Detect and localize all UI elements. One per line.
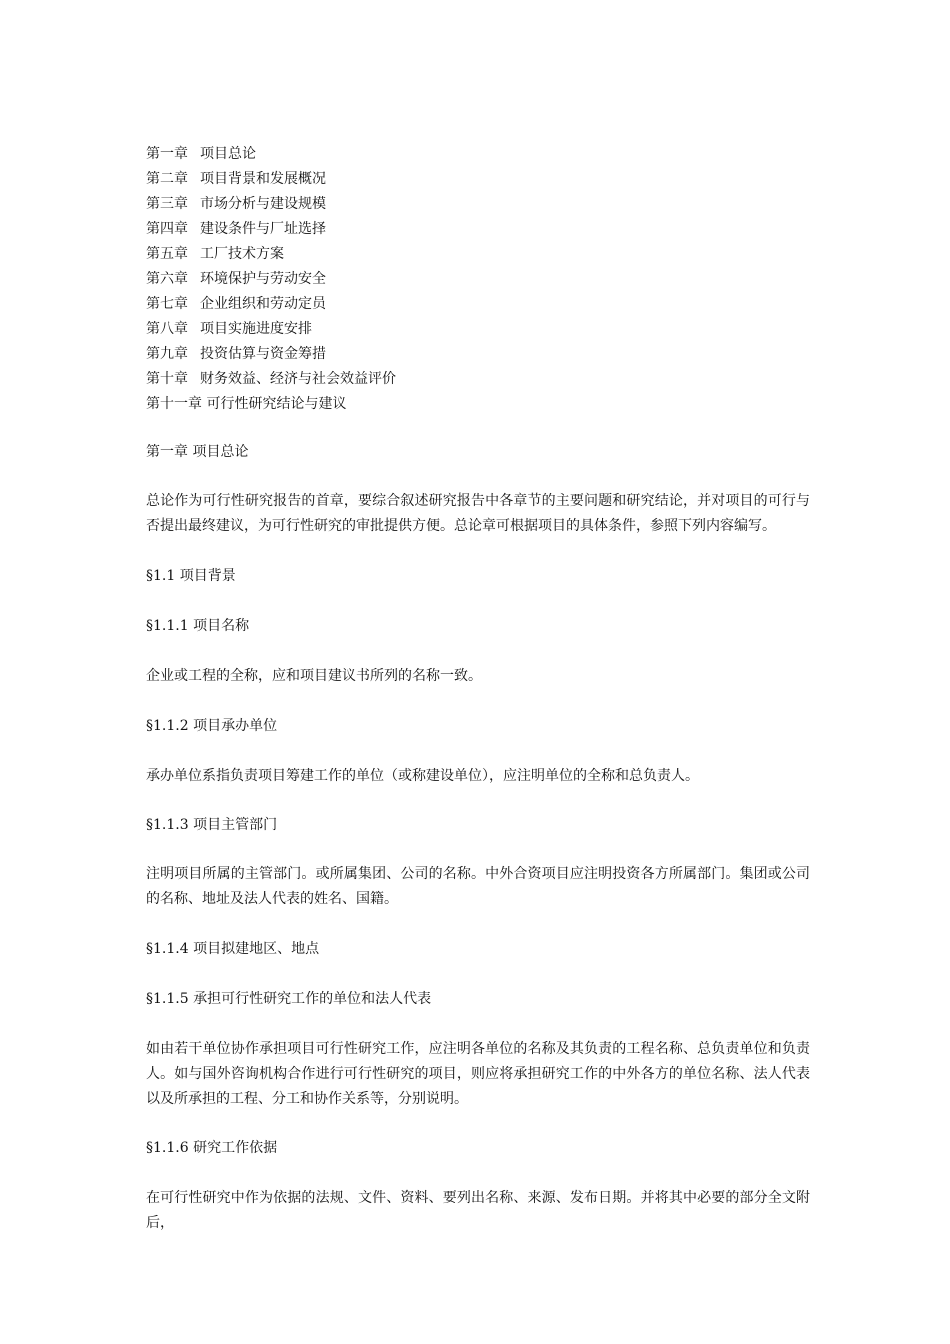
section-paragraph-1-1-6: 在可行性研究中作为依据的法规、文件、资料、要列出名称、来源、发布日期。并将其中必要的部分全文附后， bbox=[146, 1190, 810, 1231]
toc-item: 第二章 项目背景和发展概况 bbox=[146, 171, 326, 187]
section-heading-1-1-2: §1.1.2 项目承办单位 bbox=[146, 718, 278, 734]
section-heading-1-1-1: §1.1.1 项目名称 bbox=[146, 618, 250, 634]
section-heading-1-1-5: §1.1.5 承担可行性研究工作的单位和法人代表 bbox=[146, 991, 432, 1007]
section-paragraph-1-1-2: 承办单位系指负责项目筹建工作的单位（或称建设单位），应注明单位的全称和总负责人。 bbox=[146, 768, 699, 784]
section-heading-1-1-6: §1.1.6 研究工作依据 bbox=[146, 1140, 278, 1156]
toc-item: 第四章 建设条件与厂址选择 bbox=[146, 221, 326, 237]
toc-item: 第十一章 可行性研究结论与建议 bbox=[146, 396, 347, 412]
section-paragraph-1-1-3: 注明项目所属的主管部门。或所属集团、公司的名称。中外合资项目应注明投资各方所属部门。集团或公司的名称、地址及法人代表的姓名、国籍。 bbox=[146, 866, 810, 907]
toc-item: 第五章 工厂技术方案 bbox=[146, 246, 284, 262]
section-heading-1-1-4: §1.1.4 项目拟建地区、地点 bbox=[146, 941, 320, 957]
chapter-intro-paragraph: 总论作为可行性研究报告的首章，要综合叙述研究报告中各章节的主要问题和研究结论，并对项目的可行与否提出最终建议，为可行性研究的审批提供方便。总论章可根据项目的具体条件，参照下列内容编写。 bbox=[146, 493, 810, 534]
toc-item: 第一章 项目总论 bbox=[146, 146, 256, 162]
table-of-contents bbox=[146, 142, 826, 417]
toc-item: 第九章 投资估算与资金筹措 bbox=[146, 346, 326, 362]
chapter-heading: 第一章 项目总论 bbox=[146, 444, 249, 460]
toc-item: 第六章 环境保护与劳动安全 bbox=[146, 271, 326, 287]
section-paragraph-1-1-5: 如由若干单位协作承担项目可行性研究工作，应注明各单位的名称及其负责的工程名称、总负责单位和负责人。如与国外咨询机构合作进行可行性研究的项目，则应将承担研究工作的中外各方的单位名称、法人代表以及所承担的工程、分工和协作关系等，分别说明。 bbox=[146, 1041, 810, 1107]
toc-item: 第八章 项目实施进度安排 bbox=[146, 321, 312, 337]
toc-item: 第三章 市场分析与建设规模 bbox=[146, 196, 326, 212]
toc-item: 第七章 企业组织和劳动定员 bbox=[146, 296, 326, 312]
section-heading-1-1-3: §1.1.3 项目主管部门 bbox=[146, 817, 278, 833]
section-heading-1-1: §1.1 项目背景 bbox=[146, 568, 236, 584]
toc-item: 第十章 财务效益、经济与社会效益评价 bbox=[146, 371, 396, 387]
section-paragraph-1-1-1: 企业或工程的全称，应和项目建议书所列的名称一致。 bbox=[146, 668, 482, 684]
